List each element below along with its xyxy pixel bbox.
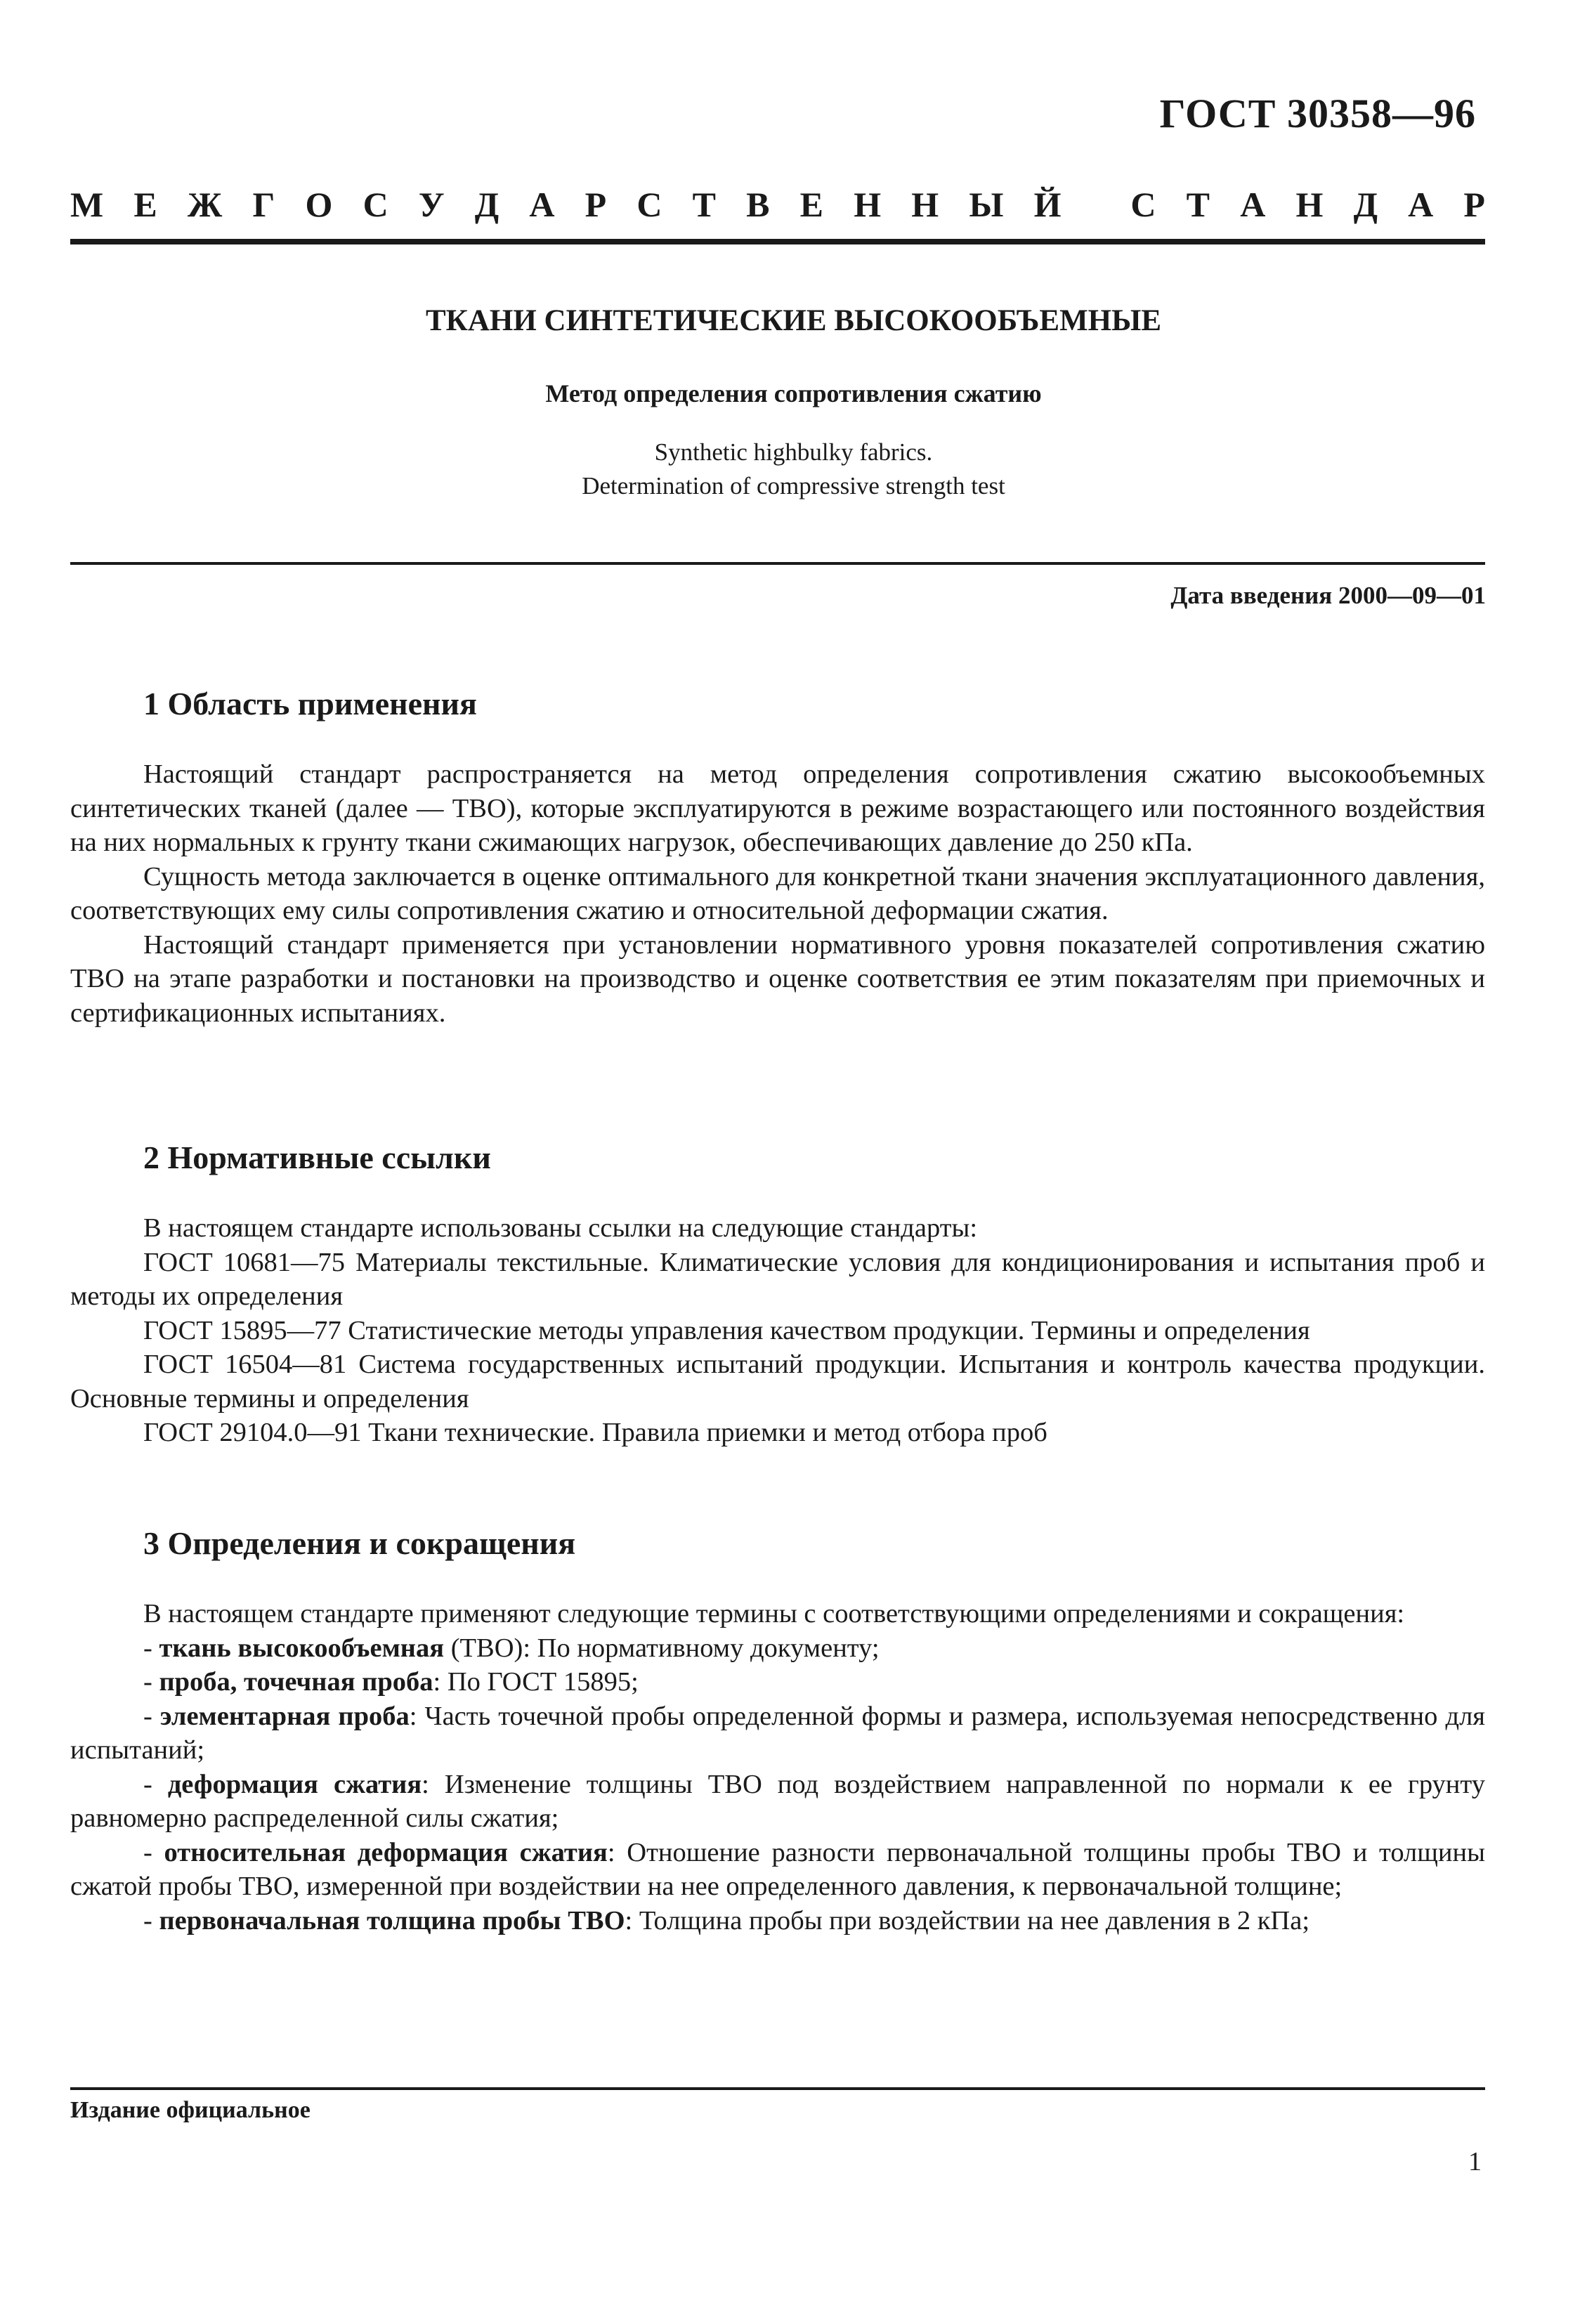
definition-text: : Толщина пробы при воздействии на нее давления в 2 кПа; [625, 1905, 1310, 1935]
banner-letter: Р [1463, 185, 1485, 224]
banner-letter: Т [692, 185, 716, 224]
banner-letter: Н [911, 185, 939, 224]
paragraph: Настоящий стандарт распространяется на метод определения сопротивления сжатию высокообъемных синтетических тканей (далее — ТВО), которые эксплуатируются в режиме возрастающего или постоянного воздействия на них нормальных к грунту ткани сжимающих нагрузок, обеспечивающих давление до 250 кПа. [70, 759, 1485, 857]
interstate-standard-banner [70, 184, 1485, 225]
reference-item: ГОСТ 15895—77 Статистические методы управления качеством продукции. Термины и определения [143, 1315, 1310, 1345]
definition-item [70, 1665, 1485, 1699]
defined-term: деформация сжатия [167, 1769, 422, 1799]
definition-item [70, 1768, 1485, 1836]
introduction-date: Дата введения 2000—09—01 [1170, 582, 1486, 609]
section-1-heading: 1 Область применения [143, 686, 477, 722]
banner-letter: У [418, 185, 445, 224]
definition-text: : Часть точечной пробы определенной формы и размера, используемая непосредственно для испытаний; [70, 1701, 1485, 1765]
banner-letter: О [305, 185, 333, 224]
official-edition-label: Издание официальное [70, 2097, 311, 2123]
defined-term: проба, точечная проба [159, 1667, 433, 1697]
list-dash: - [143, 1905, 159, 1935]
banner-letter: Й [1033, 185, 1062, 224]
gost-number: ГОСТ 30358—96 [1159, 91, 1476, 136]
banner-letter: М [70, 185, 104, 224]
defined-term: элементарная проба [159, 1701, 410, 1731]
reference-item: ГОСТ 16504—81 Система государственных испытаний продукции. Испытания и контроль качества продукции. Основные термины и определения [70, 1350, 1485, 1414]
section-2-heading: 2 Нормативные ссылки [143, 1140, 491, 1175]
list-dash: - [143, 1701, 160, 1731]
list-dash: - [143, 1633, 159, 1663]
footer-rule [70, 2087, 1485, 2090]
section-2-body [70, 1211, 1485, 1450]
document-title: ТКАНИ СИНТЕТИЧЕСКИЕ ВЫСОКООБЪЕМНЫЕ [425, 304, 1162, 337]
list-dash: - [143, 1667, 159, 1697]
list-dash: - [143, 1769, 168, 1799]
paragraph: Настоящий стандарт применяется при установлении нормативного уровня показателей сопротивления сжатию ТВО на этапе разработки и постановки на производство и оценке соответствия ее этим показателям при приемочных и сертификационных испытаниях. [70, 929, 1485, 1028]
banner-letter: Д [1353, 185, 1378, 224]
banner-letter: Ж [187, 185, 223, 224]
title-rule [70, 562, 1485, 565]
banner-letter: Н [1295, 185, 1324, 224]
defined-term: первоначальная толщина пробы ТВО [159, 1905, 625, 1935]
banner-letter: А [1408, 185, 1434, 224]
banner-letter: С [1130, 185, 1156, 224]
banner-letter: Ы [969, 185, 1004, 224]
paragraph: Сущность метода заключается в оценке оптимального для конкретной ткани значения эксплуатационного давления, соответствующих ему силы сопротивления сжатию и относительной деформации сжатия. [70, 861, 1485, 925]
banner-letter: Т [1186, 185, 1210, 224]
definition-item [70, 1904, 1485, 1938]
page-number: 1 [1468, 2147, 1482, 2176]
banner-letter: В [746, 185, 770, 224]
paragraph: В настоящем стандарте применяют следующие термины с соответствующими определениями и сокращения: [143, 1599, 1405, 1628]
english-title-line: Synthetic highbulky fabrics. [654, 438, 933, 466]
list-dash: - [143, 1837, 164, 1867]
document-subtitle: Метод определения сопротивления сжатию [545, 379, 1042, 407]
defined-term: относительная деформация сжатия [164, 1837, 608, 1867]
definition-text: : Изменение толщины ТВО под воздействием направленной по нормали к ее грунту равномерно распределенной силы сжатия; [70, 1769, 1485, 1833]
defined-term: ткань высокообъемная [159, 1633, 445, 1663]
banner-letter: С [363, 185, 388, 224]
definition-text: : По ГОСТ 15895; [433, 1667, 639, 1697]
banner-letter: А [1240, 185, 1266, 224]
banner-letter: Г [252, 185, 275, 224]
banner-letter: Н [854, 185, 882, 224]
banner-letter: Е [799, 185, 824, 224]
top-rule [70, 239, 1485, 244]
definition-text: : Отношение разности первоначальной толщины пробы ТВО и толщины сжатой пробы ТВО, измеренной при воздействии на нее определенного давления, к первоначальной толщине; [70, 1837, 1485, 1901]
section-3-heading: 3 Определения и сокращения [143, 1525, 576, 1561]
definition-item [70, 1836, 1485, 1904]
english-title [70, 436, 1517, 503]
section-3-body [70, 1597, 1485, 1938]
section-1-body [70, 757, 1485, 1030]
banner-letter: Р [584, 185, 607, 224]
banner-letter: Д [474, 185, 499, 224]
banner-letter: С [636, 185, 662, 224]
reference-item: ГОСТ 29104.0—91 Ткани технические. Правила приемки и метод отбора проб [143, 1418, 1047, 1447]
banner-letter: А [529, 185, 555, 224]
definition-item [70, 1699, 1485, 1768]
english-title-line: Determination of compressive strength test [582, 472, 1005, 500]
banner-letter: Е [133, 185, 157, 224]
banner-gap [1092, 184, 1101, 225]
definition-item [70, 1631, 1485, 1666]
definition-text: (ТВО): По нормативному документу; [444, 1633, 880, 1663]
reference-item: ГОСТ 10681—75 Материалы текстильные. Климатические условия для кондиционирования и испытания проб и методы их определения [70, 1247, 1485, 1311]
paragraph: В настоящем стандарте использованы ссылки на следующие стандарты: [143, 1213, 978, 1243]
